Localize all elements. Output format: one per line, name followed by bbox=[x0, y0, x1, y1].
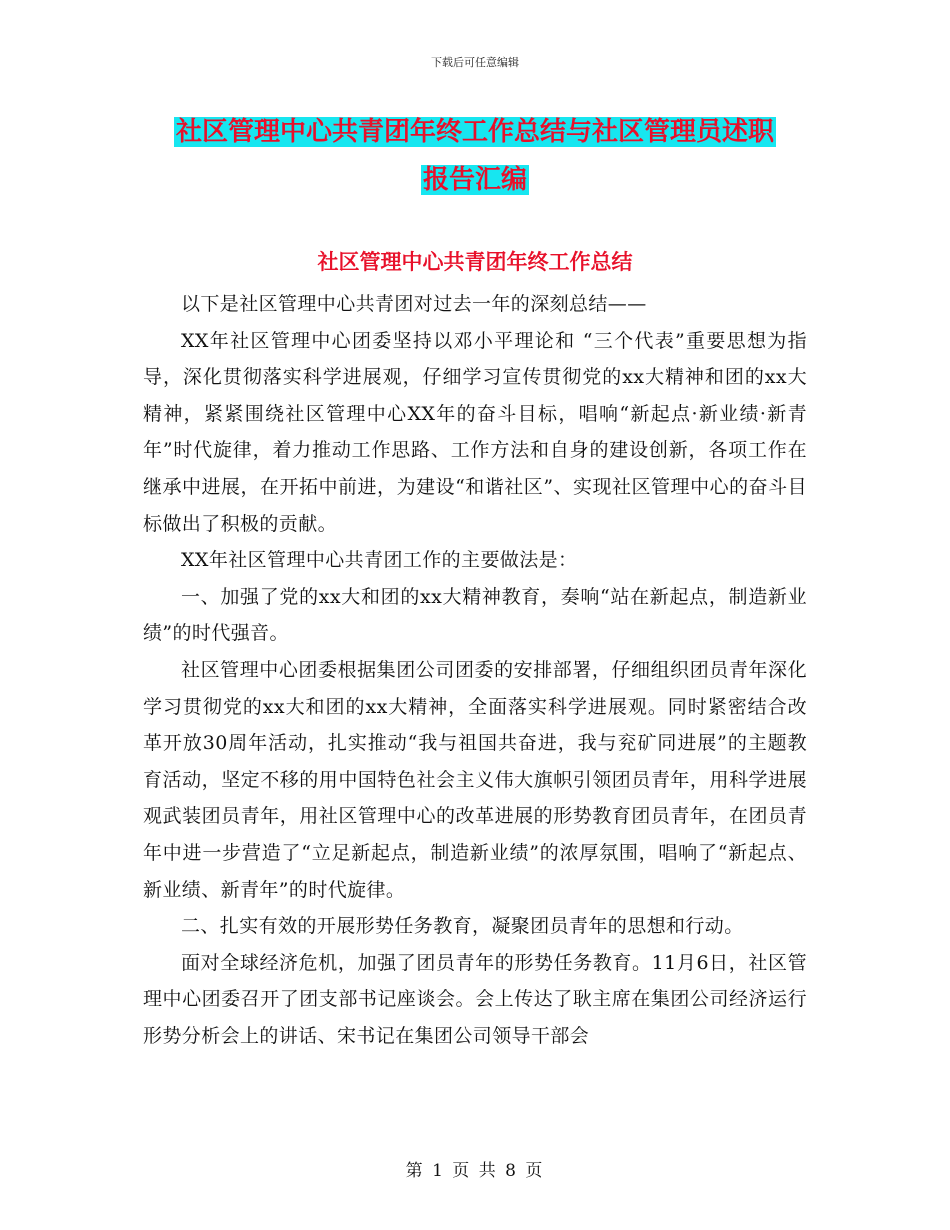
section-title: 社区管理中心共青团年终工作总结 bbox=[317, 250, 633, 274]
document-title-line-2: 报告汇编 bbox=[422, 165, 527, 195]
document-title-line-1: 社区管理中心共青团年终工作总结与社区管理员述职 bbox=[175, 117, 774, 147]
document-title bbox=[140, 108, 810, 204]
paragraph: 面对全球经济危机，加强了团员青年的形势任务教育。11月6日，社区管理中心团委召开了团支部书记座谈会。会上传达了耿主席在集团公司经济运行形势分析会上的讲话、宋书记在集团公司领导干部会 bbox=[143, 951, 807, 1047]
page-number-footer: 第 1 页 共 8 页 bbox=[405, 1161, 545, 1181]
page-header-note: 下载后可任意编辑 bbox=[431, 56, 519, 69]
paragraph: XX年社区管理中心共青团工作的主要做法是： bbox=[181, 549, 578, 572]
paragraph: 二、扎实有效的开展形势任务教育，凝聚团员青年的思想和行动。 bbox=[181, 915, 744, 938]
body-text bbox=[143, 286, 807, 1054]
paragraph: 社区管理中心团委根据集团公司团委的安排部署，仔细组织团员青年深化学习贯彻党的xx大和团的xx大精神，全面落实科学进展观。同时紧密结合改革开放30周年活动，扎实推动“我与祖国共奋进，我与兖矿同进展”的主题教育活动，坚定不移的用中国特色社会主义伟大旗帜引领团员青年，用科学进展观武装团员青年，用社区管理中心的改革进展的形势教育团员青年，在团员青年中进一步营造了“立足新起点，制造新业绩”的浓厚氛围，唱响了“新起点、新业绩、新青年”的时代旋律。 bbox=[143, 658, 807, 901]
paragraph: 以下是社区管理中心共青团对过去一年的深刻总结—— bbox=[181, 293, 647, 315]
paragraph: XX年社区管理中心团委坚持以邓小平理论和 “三个代表”重要思想为指导，深化贯彻落实科学进展观，仔细学习宣传贯彻党的xx大精神和团的xx大精神，紧紧围绕社区管理中心XX年的奋斗目标，唱响“新起点·新业绩·新青年”时代旋律，着力推动工作思路、工作方法和自身的建设创新，各项工作在继承中进展，在开拓中前进，为建设“和谐社区”、实现社区管理中心的奋斗目标做出了积极的贡献。 bbox=[143, 329, 807, 535]
paragraph: 一、加强了党的xx大和团的xx大精神教育，奏响“站在新起点，制造新业绩”的时代强音。 bbox=[143, 585, 807, 645]
